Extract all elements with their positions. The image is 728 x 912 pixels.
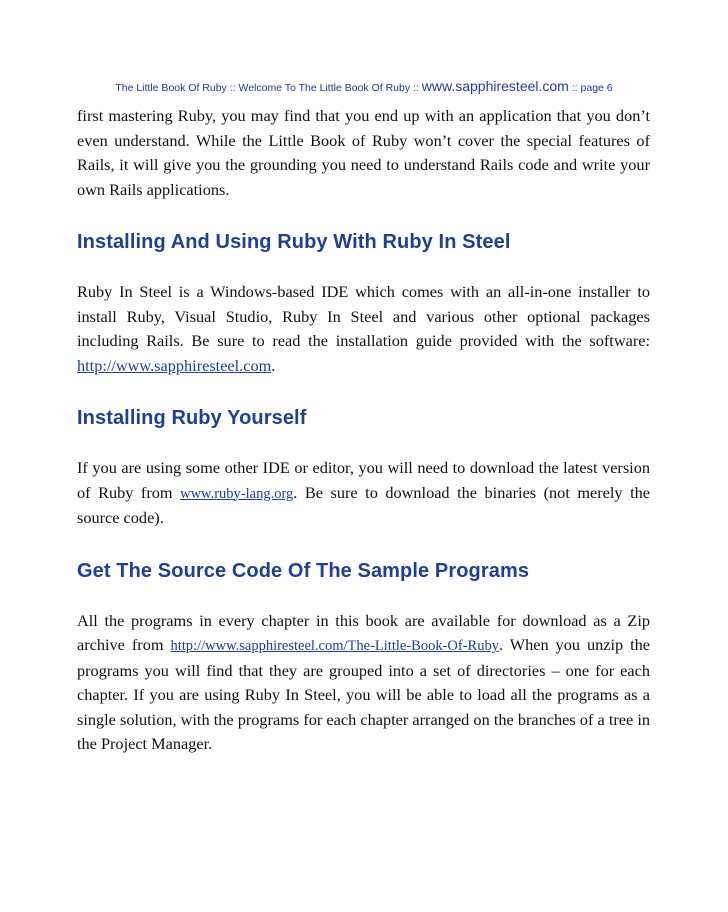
page-header xyxy=(0,78,728,94)
section-heading-installing-ruby-yourself: Installing Ruby Yourself xyxy=(77,407,307,429)
ruby-lang-link[interactable]: www.ruby-lang.org xyxy=(180,485,294,502)
download-archive-link[interactable]: http://www.sapphiresteel.com/The-Little-Book-Of-Ruby xyxy=(170,638,499,654)
header-page-number: page 6 xyxy=(580,82,613,94)
paragraph-text: Ruby In Steel is a Windows-based IDE which comes with an all-in-one installer to install Ruby, Visual Studio, Ruby In Steel and various other optional packages including Rails. Be sure to read the installation guide provided with the software: xyxy=(77,282,650,350)
header-site-link[interactable]: www.sapphiresteel.com xyxy=(421,78,569,94)
section-heading-get-source-code: Get The Source Code Of The Sample Programs xyxy=(77,559,530,582)
header-book-title: The Little Book Of Ruby xyxy=(115,82,227,94)
section-paragraph-install-yourself xyxy=(77,456,650,531)
paragraph-text: . When you unzip the programs you will find that they are grouped into a set of directories – one for each chapter. If you are using Ruby In Steel, you will be able to load all the programs as a single solution, with the programs for each chapter arranged on the branches of a tree in the Project Manager. xyxy=(77,635,650,753)
paragraph-text: . Be sure to download the binaries (not merely the source code). xyxy=(77,482,651,527)
paragraph-text: If you are using some other IDE or editor, you will need to download the latest version of Ruby from xyxy=(77,458,650,502)
header-separator: :: xyxy=(413,82,419,94)
page-content xyxy=(77,104,650,757)
intro-paragraph: first mastering Ruby, you may find that you end up with an application that you don’t even understand. While the Little Book of Ruby won’t cover the special features of Rails, it will give you the grounding you need to understand Rails code and write your own Rails applications. xyxy=(77,106,650,199)
paragraph-text: . xyxy=(271,355,276,375)
section-paragraph-ruby-in-steel xyxy=(77,280,650,378)
section-paragraph-source-code xyxy=(77,609,650,757)
paragraph-text: All the programs in every chapter in this book are available for download as a Zip archive from xyxy=(77,610,650,654)
header-chapter-title: Welcome To The Little Book Of Ruby xyxy=(238,82,411,94)
header-separator: :: xyxy=(229,82,236,94)
section-heading-installing-with-ruby-in-steel: Installing And Using Ruby With Ruby In Steel xyxy=(77,231,511,253)
sapphiresteel-link[interactable]: http://www.sapphiresteel.com xyxy=(77,355,272,375)
header-separator: :: xyxy=(571,82,578,94)
